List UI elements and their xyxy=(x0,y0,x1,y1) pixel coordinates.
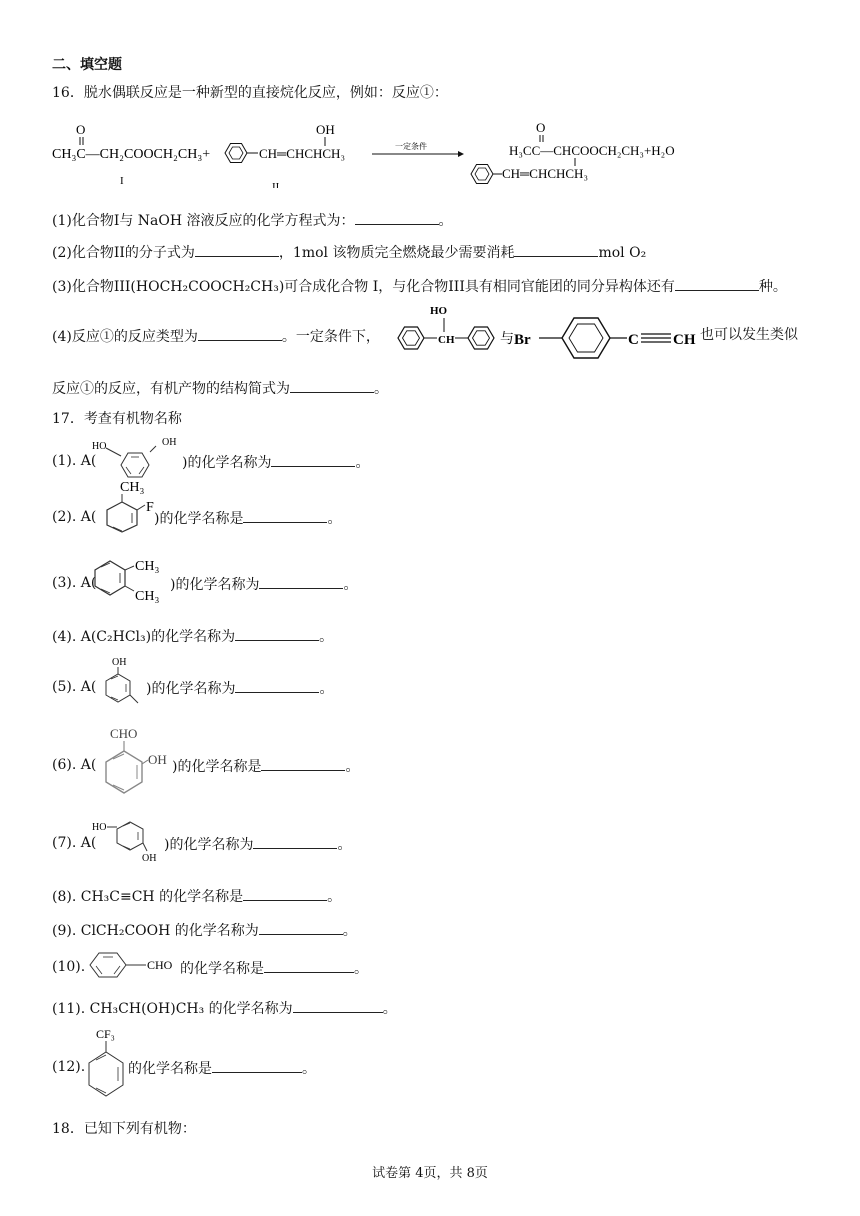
benzene-ring-icon xyxy=(106,751,142,793)
reaction-condition: 一定条件 xyxy=(395,142,427,151)
answer-blank[interactable] xyxy=(355,210,439,225)
benzene-ring-icon xyxy=(90,953,126,977)
q17-item-9: (9). ClCH₂COOH 的化学名称为 。 xyxy=(52,920,357,940)
answer-blank[interactable] xyxy=(195,242,279,257)
q17-item-1: (1). A( xyxy=(52,453,97,469)
answer-blank[interactable] xyxy=(675,276,759,291)
q16-part1: (1)化合物I与 NaOH 溶液反应的化学方程式为： 。 xyxy=(52,210,453,230)
q17-item-7-tail: )的化学名称为 。 xyxy=(164,834,351,854)
page-footer: 试卷第 4页，共 8页 xyxy=(372,1166,488,1181)
reaction-scheme-svg xyxy=(50,118,710,188)
benzene-ring-icon xyxy=(95,561,125,595)
salicylaldehyde-structure xyxy=(92,722,174,802)
q17-item-4: (4). A(C₂HCl₃)的化学名称为 。 xyxy=(52,626,333,646)
answer-blank[interactable] xyxy=(290,378,374,393)
q17-item-6: (6). A( xyxy=(52,757,97,773)
q16-part4-text-c: 也可以发生类似 xyxy=(700,327,798,343)
svg-text:CHO: CHO xyxy=(147,958,173,972)
answer-blank[interactable] xyxy=(212,1058,302,1073)
section-title: 二、填空题 xyxy=(52,57,122,73)
q17-item-5-tail: )的化学名称为 。 xyxy=(146,678,333,698)
benzene-ring-icon xyxy=(468,327,494,349)
q16-reaction-scheme xyxy=(50,118,710,188)
q16-part4-text-d: 反应①的反应，有机产物的结构简式为 。 xyxy=(52,378,388,398)
svg-text:CH₃: CH₃ xyxy=(135,589,160,604)
q17-item-2-tail: )的化学名称是 。 xyxy=(154,508,341,528)
p4-c: C xyxy=(628,332,639,348)
diphenylmethanol-and-bromophenylacetylene-svg xyxy=(392,300,702,362)
q16-part4-structures xyxy=(392,300,702,362)
q17-item-8: (8). CH₃C≡CH 的化学名称是 。 xyxy=(52,886,341,906)
product-top: H₃CC—CHCOOCH₂CH₃+H₂O xyxy=(509,143,675,158)
q17-item-10: (10). xyxy=(52,959,86,975)
q17-item-5: (5). A( xyxy=(52,679,97,695)
q17-item-11: (11). CH₃CH(OH)CH₃ 的化学名称为 。 xyxy=(52,998,397,1018)
q17-item-12-tail: 的化学名称是 。 xyxy=(128,1058,316,1078)
q17-item-7: (7). A( xyxy=(52,835,97,851)
q17-item-6-tail: )的化学名称是 。 xyxy=(172,756,359,776)
q16-part2: (2)化合物II的分子式为 ，1mol 该物质完全燃烧最少需要消耗 mol O₂ xyxy=(52,242,646,262)
q16-part3: (3)化合物III(HOCH₂COOCH₂CH₃)可合成化合物 I，与化合物III具有相同官能团的同分异构体还有 种。 xyxy=(52,276,787,296)
reactant2-chain: CH═CHCHCH₃ xyxy=(259,146,345,161)
fluorotoluene-structure xyxy=(92,474,164,538)
product-bottom: CH═CHCHCH₃ xyxy=(502,166,588,181)
q18-stem: 18．已知下列有机物： xyxy=(52,1121,196,1137)
p4-ch: CH xyxy=(438,334,455,346)
answer-blank[interactable] xyxy=(235,626,319,641)
reactant1-o: O xyxy=(76,122,86,137)
benzene-ring-icon xyxy=(117,822,143,850)
p4-with: 与 xyxy=(500,332,514,347)
q17-item-2: (2). A( xyxy=(52,509,97,525)
answer-blank[interactable] xyxy=(259,920,343,935)
svg-text:CH₃: CH₃ xyxy=(120,480,145,495)
answer-blank[interactable] xyxy=(259,574,343,589)
q17-item-3: (3). A( xyxy=(52,575,97,591)
reactant2-oh: OH xyxy=(316,122,335,137)
q16-stem: 16．脱水偶联反应是一种新型的直接烷化反应，例如：反应①： xyxy=(52,85,448,101)
benzene-ring-icon xyxy=(106,674,130,702)
answer-blank[interactable] xyxy=(198,326,282,341)
benzaldehyde-structure xyxy=(88,948,180,982)
benzene-ring-icon xyxy=(562,318,610,358)
benzene-ring-icon xyxy=(398,327,424,349)
benzene-ring-icon xyxy=(471,165,493,184)
p4-ho: HO xyxy=(430,305,448,317)
answer-blank[interactable] xyxy=(264,958,354,973)
answer-blank[interactable] xyxy=(293,998,383,1013)
answer-blank[interactable] xyxy=(261,756,345,771)
benzene-ring-icon xyxy=(89,1052,123,1096)
svg-text:OH: OH xyxy=(162,437,177,448)
svg-text:CHO: CHO xyxy=(110,726,138,741)
reactant1-label: I xyxy=(120,175,124,187)
q16-part4-text-a: (4)反应①的反应类型为 。一定条件下， xyxy=(52,326,380,346)
p4-br: Br xyxy=(514,332,531,348)
svg-text:OH: OH xyxy=(148,752,167,767)
benzotrifluoride-structure xyxy=(84,1024,130,1106)
svg-text:OH: OH xyxy=(142,853,157,864)
svg-text:CF₃: CF₃ xyxy=(96,1027,115,1041)
q17-item-10-tail: 的化学名称是 。 xyxy=(180,958,368,978)
product-o: O xyxy=(536,120,546,135)
svg-text:HO: HO xyxy=(92,441,107,452)
q17-stem: 17．考查有机物名称 xyxy=(52,411,182,427)
answer-blank[interactable] xyxy=(243,508,327,523)
answer-blank[interactable] xyxy=(253,834,337,849)
hydroquinone-structure xyxy=(90,814,164,866)
q17-item-12: (12). xyxy=(52,1059,86,1075)
p4-ch2: CH xyxy=(673,332,696,348)
svg-text:OH: OH xyxy=(112,657,127,668)
reactant1-formula: CH₃C—CH₂COOCH₂CH₃+ xyxy=(52,147,211,162)
q17-item-1-tail: )的化学名称为 。 xyxy=(182,452,369,472)
svg-text:HO: HO xyxy=(92,822,107,833)
benzene-ring-icon xyxy=(107,502,137,532)
answer-blank[interactable] xyxy=(235,678,319,693)
answer-blank[interactable] xyxy=(271,452,355,467)
benzene-ring-icon xyxy=(225,144,247,163)
reactant2-label: II xyxy=(272,181,280,188)
q17-item-3-tail: )的化学名称为 。 xyxy=(170,574,357,594)
svg-text:F: F xyxy=(146,500,154,515)
svg-text:CH₃: CH₃ xyxy=(135,559,160,574)
answer-blank[interactable] xyxy=(243,886,327,901)
answer-blank[interactable] xyxy=(514,242,598,257)
cresol-structure xyxy=(94,654,146,712)
xylene-structure xyxy=(90,552,170,608)
